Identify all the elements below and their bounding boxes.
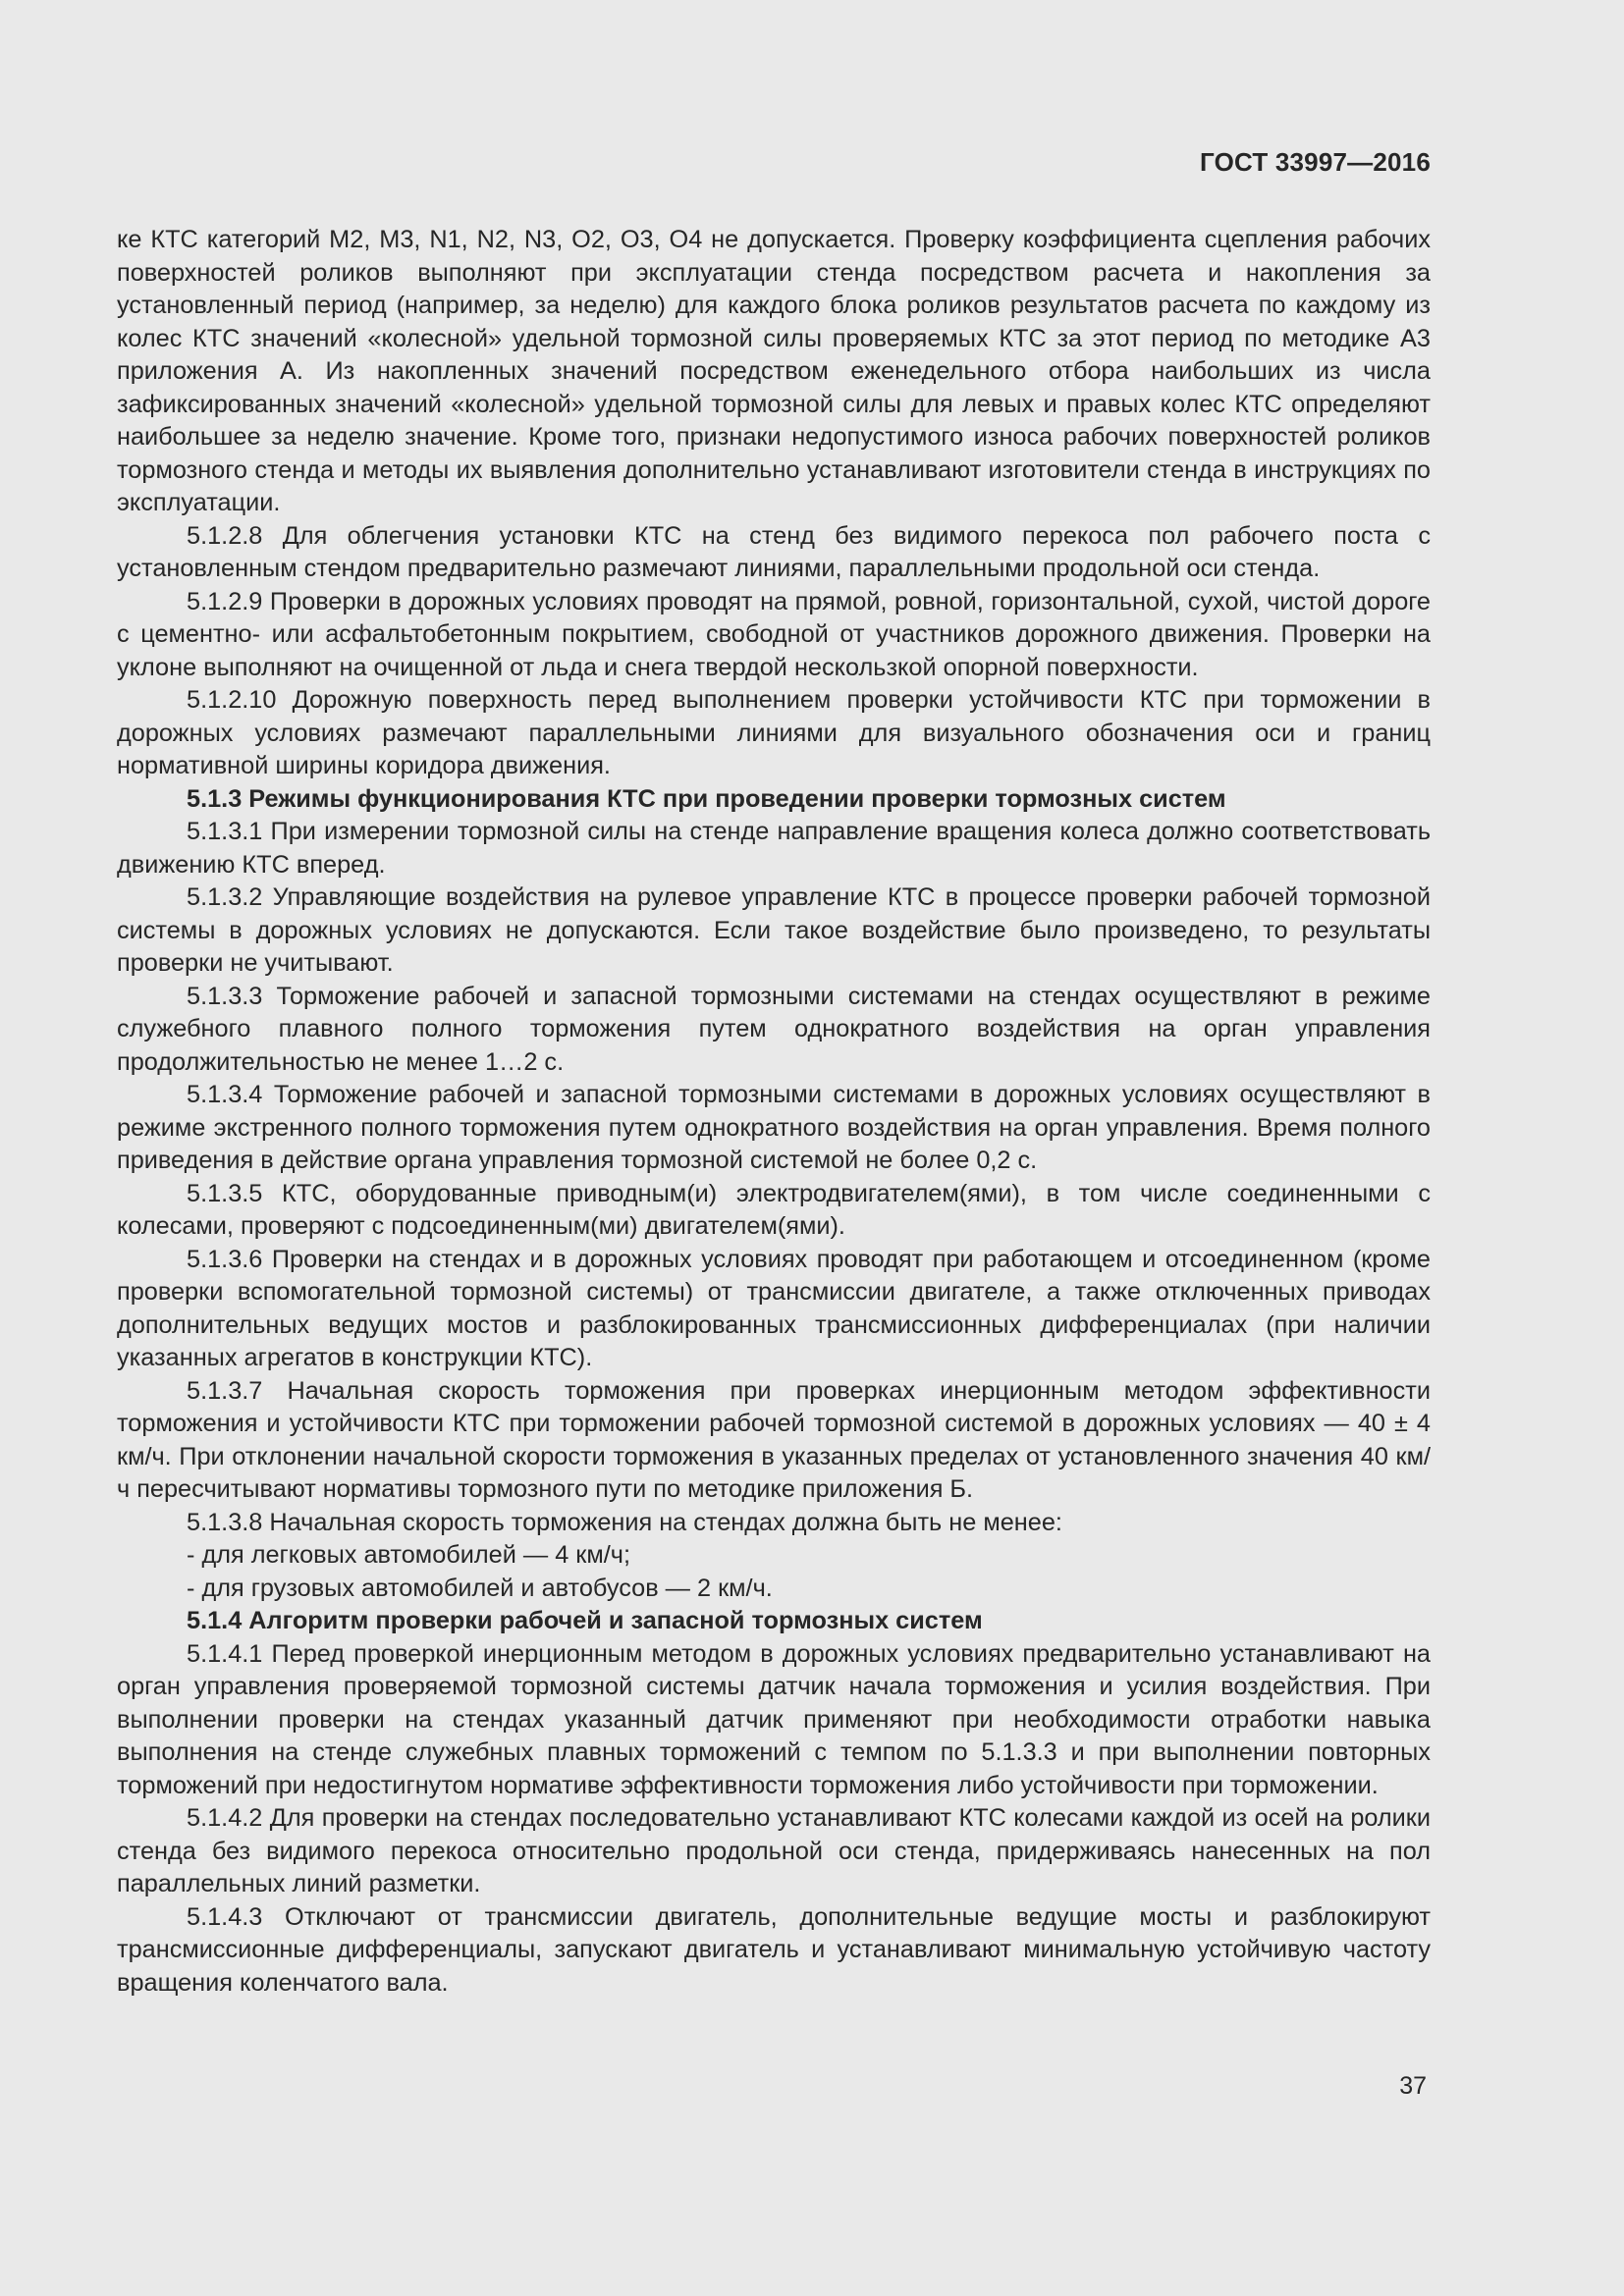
page-number: 37	[1399, 2072, 1427, 2100]
paragraph-5-1-4-3: 5.1.4.3 Отключают от трансмиссии двигатель, дополнительные ведущие мосты и разблокируют трансмиссионные дифференциалы, запускают двигатель и устанавливают минимальную устойчивую частоту вращения коленчатого вала.	[117, 1902, 1431, 1997]
paragraph-5-1-3-8: 5.1.3.8 Начальная скорость торможения на стендах должна быть не менее:	[187, 1508, 1062, 1536]
paragraph-5-1-3-7: 5.1.3.7 Начальная скорость торможения при проверках инерционным методом эффективности торможения и устойчивости КТС при торможении рабочей тормозной системой в дорожных условиях — 40 ± 4 км/ч. При отклонении начальной скорости торможения в указанных пределах от установленного значения 40 км/ч пересчитывают нормативы тормозного пути по методике приложения Б.	[117, 1376, 1431, 1503]
paragraph-5-1-2-8: 5.1.2.8 Для облегчения установки КТС на стенд без видимого перекоса пол рабочего поста с установленным стендом предварительно размечают линиями, параллельными продольной оси стенда.	[117, 521, 1431, 582]
paragraph-5-1-3-4: 5.1.3.4 Торможение рабочей и запасной тормозными системами в дорожных условиях осуществляют в режиме экстренного полного торможения путем однократного воздействия на орган управления. Время полного приведения в действие органа управления тормозной системой не более 0,2 с.	[117, 1081, 1431, 1174]
paragraph-5-1-3-5: 5.1.3.5 КТС, оборудованные приводным(и) электродвигателем(ями), в том числе соединенными с колесами, проверяют с подсоединенным(ми) двигателем(ями).	[117, 1179, 1431, 1240]
document-body	[117, 224, 1431, 2000]
paragraph-continuation: ке КТС категорий М2, М3, N1, N2, N3, О2, О3, О4 не допускается. Проверку коэффициента сцепления рабочих поверхностей роликов выполняют при эксплуатации стенда посредством расчета и накопления за установленный период (например, за неделю) для каждого блока роликов результатов расчета по каждому из колес КТС значений «колесной» удельной тормозной силы проверяемых КТС за этот период по методике А3 приложения А. Из накопленных значений посредством еженедельного отбора наибольших из числа зафиксированных значений «колесной» удельной тормозной силы для левых и правых колес КТС определяют наибольшее за неделю значение. Кроме того, признаки недопустимого износа рабочих поверхностей роликов тормозного стенда и методы их выявления дополнительно устанавливают изготовители стенда в инструкциях по эксплуатации.	[117, 226, 1431, 516]
paragraph-5-1-2-9: 5.1.2.9 Проверки в дорожных условиях проводят на прямой, ровной, горизонтальной, сухой, чистой дороге с цементно- или асфальтобетонным покрытием, свободной от участников дорожного движения. Проверки на уклоне выполняют на очищенной от льда и снега твердой нескользкой опорной поверхности.	[117, 587, 1431, 681]
paragraph-5-1-3-1: 5.1.3.1 При измерении тормозной силы на стенде направление вращения колеса должно соответствовать движению КТС вперед.	[117, 818, 1431, 879]
section-heading-5-1-4: 5.1.4 Алгоритм проверки рабочей и запасной тормозных систем	[187, 1607, 983, 1634]
paragraph-5-1-3-3: 5.1.3.3 Торможение рабочей и запасной тормозными системами на стендах осуществляют в режиме служебного плавного полного торможения путем однократного воздействия на орган управления продолжительностью не менее 1…2 с.	[117, 982, 1431, 1076]
paragraph-5-1-4-1: 5.1.4.1 Перед проверкой инерционным методом в дорожных условиях предварительно устанавливают на орган управления проверяемой тормозной системы датчик начала торможения и усилия воздействия. При выполнении проверки на стендах указанный датчик применяют при необходимости отработки навыка выполнения на стенде служебных плавных торможений с темпом по 5.1.3.3 и при выполнении повторных торможений при недостигнутом нормативе эффективности торможения либо устойчивости при торможении.	[117, 1639, 1431, 1799]
standard-header: ГОСТ 33997—2016	[1200, 147, 1431, 177]
paragraph-5-1-3-6: 5.1.3.6 Проверки на стендах и в дорожных условиях проводят при работающем и отсоединенном (кроме проверки вспомогательной тормозной системы) от трансмиссии двигателе, а также отключенных приводах дополнительных ведущих мостов и разблокированных трансмиссионных дифференциалах (при наличии указанных агрегатов в конструкции КТС).	[117, 1245, 1431, 1371]
list-item: - для легковых автомобилей — 4 км/ч;	[187, 1541, 630, 1569]
section-heading-5-1-3: 5.1.3 Режимы функционирования КТС при проведении проверки тормозных систем	[187, 784, 1226, 813]
paragraph-5-1-2-10: 5.1.2.10 Дорожную поверхность перед выполнением проверки устойчивости КТС при торможении в дорожных условиях размечают параллельными линиями для визуального обозначения оси и границ нормативной ширины коридора движения.	[117, 686, 1431, 779]
paragraph-5-1-3-2: 5.1.3.2 Управляющие воздействия на рулевое управление КТС в процессе проверки рабочей тормозной системы в дорожных условиях не допускаются. Если такое воздействие было произведено, то результаты проверки не учитывают.	[117, 883, 1431, 977]
paragraph-5-1-4-2: 5.1.4.2 Для проверки на стендах последовательно устанавливают КТС колесами каждой из осей на ролики стенда без видимого перекоса относительно продольной оси стенда, придерживаясь нанесенных на пол параллельных линий разметки.	[117, 1804, 1431, 1897]
list-item: - для грузовых автомобилей и автобусов — 2 км/ч.	[187, 1574, 773, 1602]
